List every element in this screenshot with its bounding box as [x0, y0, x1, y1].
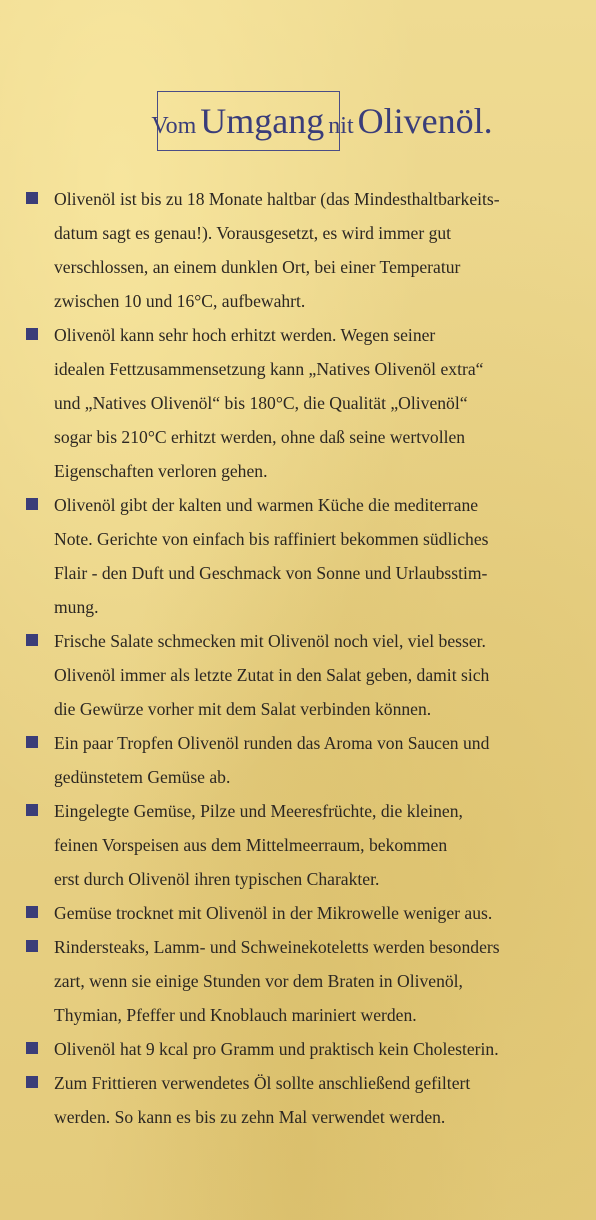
list-item — [24, 1032, 584, 1066]
list-item-line: Olivenöl ist bis zu 18 Monate haltbar (das Mindesthaltbarkeits- — [54, 189, 500, 209]
title-prefix: Vo — [151, 113, 178, 139]
list-item-line: verschlossen, an einem dunklen Ort, bei einer Temperatur — [54, 257, 461, 277]
square-bullet-icon — [26, 1076, 38, 1088]
list-item-line: werden. So kann es bis zu zehn Mal verwendet werden. — [54, 1107, 446, 1127]
list-item-line: idealen Fettzusammensetzung kann „Natives Olivenöl extra“ — [54, 359, 484, 379]
square-bullet-icon — [26, 906, 38, 918]
list-item-line: Note. Gerichte von einfach bis raffiniert bekommen südliches — [54, 529, 489, 549]
list-item-line: Ein paar Tropfen Olivenöl runden das Aroma von Saucen und — [54, 733, 490, 753]
square-bullet-icon — [26, 940, 38, 952]
list-item-line: Flair - den Duft und Geschmack von Sonne und Urlaubsstim- — [54, 563, 488, 583]
page-title — [0, 100, 596, 160]
list-item — [24, 930, 584, 1032]
list-item-line: feinen Vorspeisen aus dem Mittelmeerraum, bekommen — [54, 835, 448, 855]
list-item-line: Thymian, Pfeffer und Knoblauch mariniert werden. — [54, 1005, 417, 1025]
list-item — [24, 726, 584, 794]
list-item-line: sogar bis 210°C erhitzt werden, ohne daß seine wertvollen — [54, 427, 466, 447]
list-item-line: zart, wenn sie einige Stunden vor dem Braten in Olivenöl, — [54, 971, 463, 991]
list-item-line: Frische Salate schmecken mit Olivenöl noch viel, viel besser. — [54, 631, 486, 651]
list-item-line: Olivenöl immer als letzte Zutat in den Salat geben, damit sich — [54, 665, 490, 685]
list-item-line: und „Natives Olivenöl“ bis 180°C, die Qualität „Olivenöl“ — [54, 393, 468, 413]
title-it: it — [340, 113, 354, 139]
list-item-line: erst durch Olivenöl ihren typischen Charakter. — [54, 869, 380, 889]
square-bullet-icon — [26, 1042, 38, 1054]
list-item-line: Gemüse trocknet mit Olivenöl in der Mikrowelle weniger aus. — [54, 903, 493, 923]
square-bullet-icon — [26, 736, 38, 748]
list-item-line: Rindersteaks, Lamm- und Schweinekoteletts werden besonders — [54, 937, 500, 957]
title-main-word: Umgang — [200, 101, 325, 141]
square-bullet-icon — [26, 192, 38, 204]
list-item-line: die Gewürze vorher mit dem Salat verbinden können. — [54, 699, 432, 719]
list-item-line: Olivenöl hat 9 kcal pro Gramm und praktisch kein Cholesterin. — [54, 1039, 499, 1059]
list-item-line: Zum Frittieren verwendetes Öl sollte anschließend gefiltert — [54, 1073, 471, 1093]
list-item-line: Eingelegte Gemüse, Pilze und Meeresfrüchte, die kleinen, — [54, 801, 463, 821]
list-item-line: datum sagt es genau!). Vorausgesetzt, es wird immer gut — [54, 223, 452, 243]
list-item-line: zwischen 10 und 16°C, aufbewahrt. — [54, 291, 306, 311]
list-item — [24, 896, 584, 930]
list-item-line: Eigenschaften verloren gehen. — [54, 461, 268, 481]
list-item — [24, 318, 584, 488]
square-bullet-icon — [26, 328, 38, 340]
square-bullet-icon — [26, 634, 38, 646]
title-m: m — [177, 113, 197, 139]
list-item — [24, 488, 584, 624]
square-bullet-icon — [26, 804, 38, 816]
list-item — [24, 624, 584, 726]
list-item-line: Olivenöl kann sehr hoch erhitzt werden. Wegen seiner — [54, 325, 436, 345]
square-bullet-icon — [26, 498, 38, 510]
title-n: n — [328, 113, 341, 139]
list-item-line: mung. — [54, 597, 99, 617]
tips-list — [24, 182, 584, 1134]
title-end: Olivenöl. — [357, 101, 493, 141]
list-item-line: gedünstetem Gemüse ab. — [54, 767, 231, 787]
list-item-line: Olivenöl gibt der kalten und warmen Küche die mediterrane — [54, 495, 479, 515]
list-item — [24, 794, 584, 896]
list-item — [24, 182, 584, 318]
list-item — [24, 1066, 584, 1134]
